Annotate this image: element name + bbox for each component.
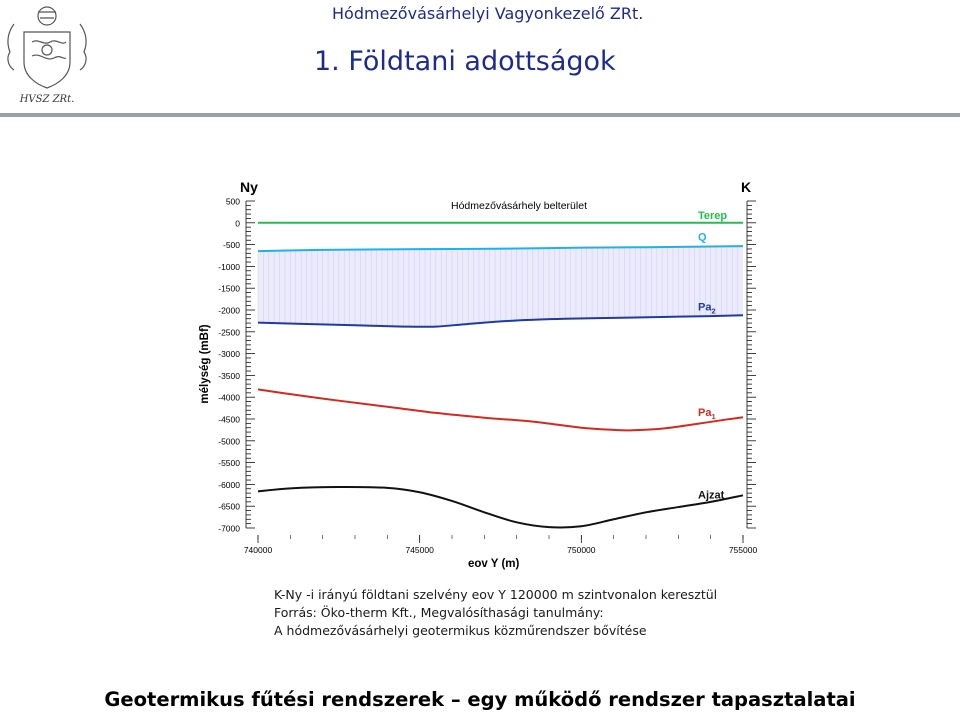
x-tick-label: 750000 [567,545,596,555]
caption-line-3: A hódmezővásárhelyi geotermikus közműrendszer bővítése [274,623,647,638]
y-tick-label: -2500 [218,327,240,338]
series-label-pa2: $Pa_2$ [698,301,716,316]
series-label-q: Q [698,231,707,244]
y-tick-label: -5500 [218,458,240,469]
y-tick-label: 500 [225,196,240,207]
y-tick-label: 0 [235,218,240,229]
caption-line-2: Forrás: Öko-therm Kft., Megvalósíthasági tanulmány: [274,605,604,620]
series-label-pa1: $Pa_1$ [698,407,716,422]
company-name: Hódmezővásárhelyi Vagyonkezelő ZRt. [332,4,644,23]
x-axis-label: eov Y (m) [468,558,520,570]
y-tick-label: -6000 [218,479,240,490]
y-tick-label: -4000 [218,392,240,403]
fill-layer [258,246,743,326]
y-tick-label: -1500 [218,283,240,294]
series-label-ajzat: Ajzat [698,489,725,502]
y-axis-label: mélység (mBf) [199,324,211,404]
logo-lettering: HVSZ ZRt. [19,94,75,105]
presentation-footer-title: Geotermikus fűtési rendszerek – egy működő rendszer tapasztalatai [104,688,856,711]
y-tick-label: -1000 [218,261,240,272]
corner-label-right: K [741,179,752,195]
y-tick-label: -5000 [218,436,240,447]
y-tick-label: -2000 [218,305,240,316]
y-tick-label: -500 [222,240,240,251]
x-tick-label: 745000 [405,545,434,555]
y-tick-label: -7000 [218,523,240,534]
series-line-pa1 [258,389,743,430]
figure-caption [274,586,717,640]
x-tick-label: 740000 [243,545,273,555]
annotation-label: Hódmezővásárhely belterület [451,200,587,212]
series-label-terep: Terep [698,209,728,222]
corner-label-left: Ny [240,179,258,195]
series-line-ajzat [258,487,743,527]
y-tick-label: -4500 [218,414,240,425]
y-tick-label: -3000 [218,349,240,360]
slide-title: 1. Földtani adottságok [314,46,616,77]
caption-line-1: K-Ny -i irányú földtani szelvény eov Y 120000 m szintvonalon keresztül [274,587,718,602]
y-tick-label: -6500 [218,501,240,512]
y-tick-label: -3500 [218,370,240,381]
x-tick-label: 755000 [728,545,758,555]
